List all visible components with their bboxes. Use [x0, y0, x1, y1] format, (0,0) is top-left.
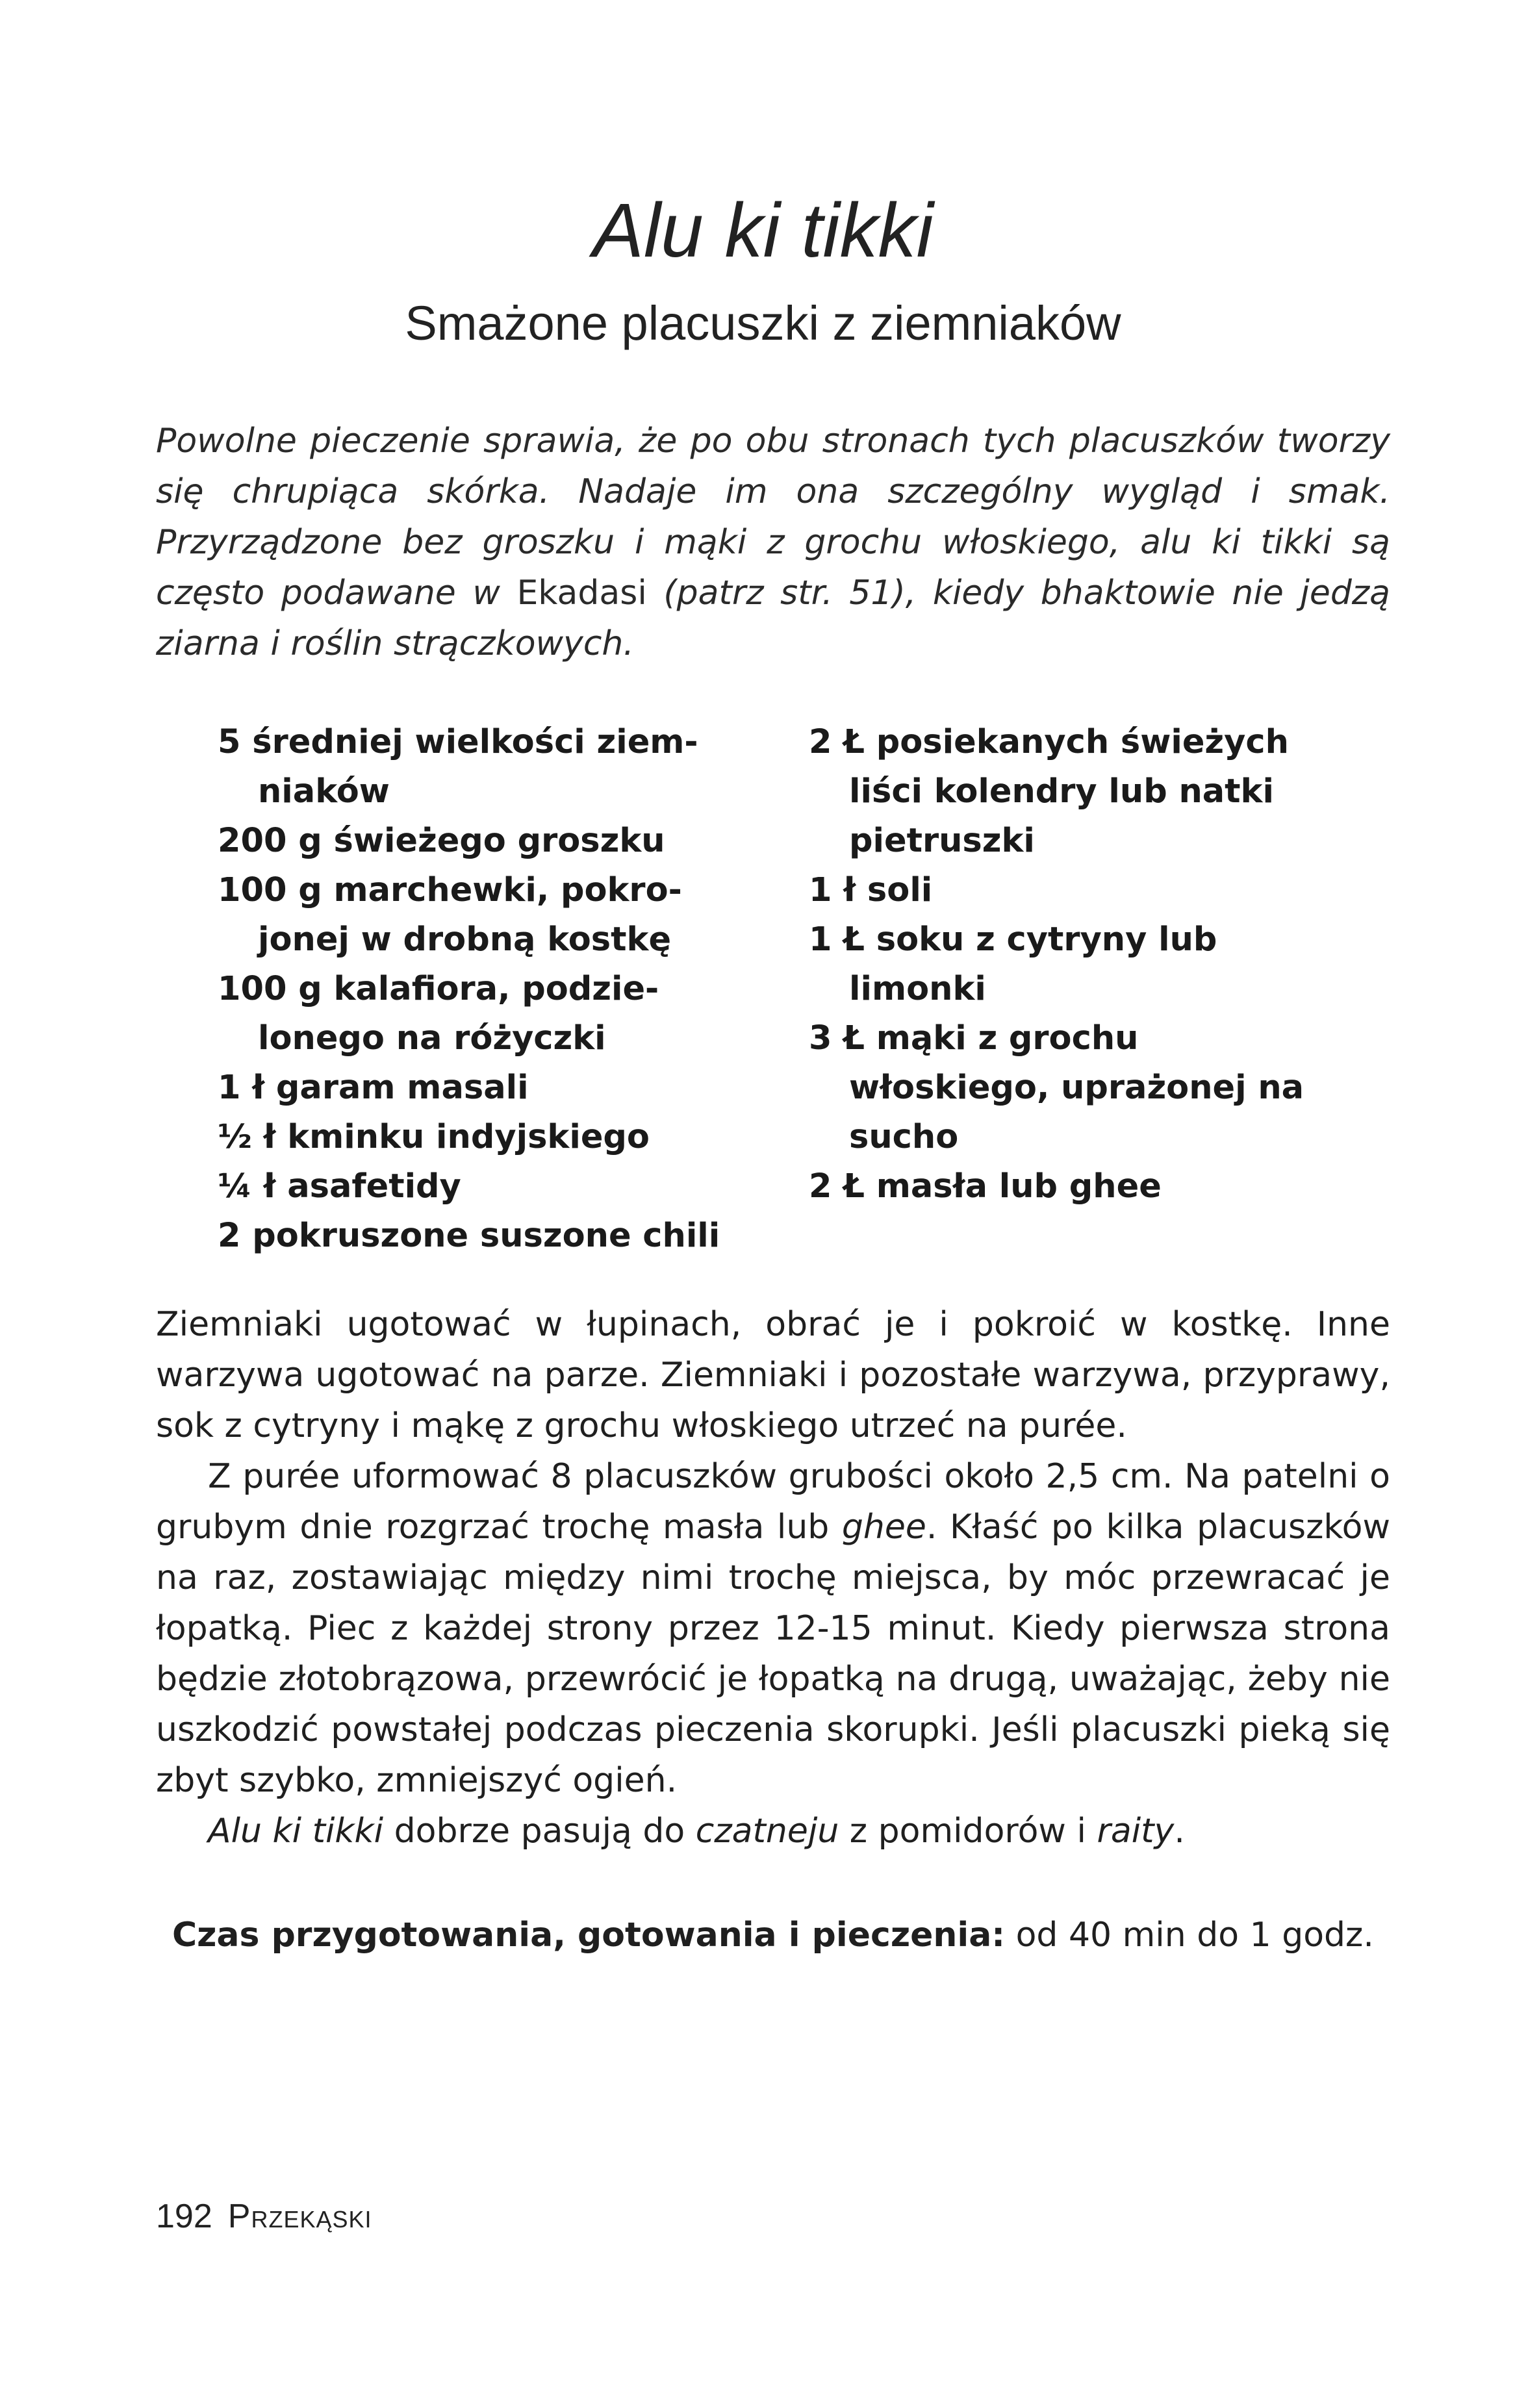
method-paragraph: Ziemniaki ugotować w łupinach, obrać je i pokroić w kostkę. Inne warzywa ugotować na parze. Ziemniaki i pozostałe warzywa, przyprawy, sok z cytryny i mąkę z grochu włoskiego utrzeć na purée.: [156, 1305, 1390, 1445]
cooking-time: [172, 1910, 1406, 1960]
intro-ekadasi: Ekadasi: [516, 574, 647, 613]
recipe-method: [156, 1299, 1390, 1857]
recipe-subtitle: Smażone placuszki z ziemniaków: [405, 296, 1121, 350]
ingredient-item: 1 ł garam masali: [218, 1069, 529, 1107]
ingredient-item: 3 Ł mąki z grochu włoskiego, uprażonej na sucho: [809, 1019, 1304, 1156]
page-number: 192: [156, 2198, 212, 2235]
intro-text-1: Powolne pieczenie sprawia, że po obu stronach tych placuszków tworzy się chrupiąca skórka. Nadaje im ona szczególny wygląd i smak. Przyrządzone bez groszku i mąki z grochu włoskiego, alu ki tikki są często podawane w: [156, 422, 1390, 613]
ingredient-item: 200 g świeżego groszku: [218, 822, 665, 860]
ingredient-item: 1 Ł soku z cytryny lub limonki: [809, 920, 1217, 1008]
ingredients-left-column: [218, 718, 770, 1261]
method-paragraph: Z purée uformować 8 placuszków grubości około 2,5 cm. Na patelni o grubym dnie rozgrzać trochę masła lub ghee. Kłaść po kilka placuszków na raz, zostawiając między nimi trochę miejsca, by móc przewracać je łopatką. Piec z każdej strony przez 12-15 minut. Kiedy pierwsza strona będzie złotobrązowa, przewrócić je łopatką na drugą, uważając, żeby nie uszkodzić powstałej podczas pieczenia skorupki. Jeśli placuszki pieką się zbyt szybko, zmniejszyć ogień.: [156, 1457, 1390, 1800]
intro-text-2: (patrz str. 51), kiedy bhaktowie nie jedzą ziarna i roślin strączkowych.: [156, 574, 1391, 663]
ingredient-item: ¼ ł asafetidy: [218, 1167, 461, 1206]
section-name: Przekąski: [227, 2198, 372, 2235]
ingredient-item: 1 ł soli: [809, 871, 933, 909]
method-paragraph: Alu ki tikki dobrze pasują do czatneju z pomidorów i raity.: [208, 1812, 1185, 1851]
cooking-time-label: Czas przygotowania, gotowania i pieczenia:: [172, 1916, 1006, 1955]
cooking-time-value: od 40 min do 1 godz.: [1005, 1916, 1374, 1955]
recipe-intro: [156, 416, 1390, 669]
ingredient-item: ½ ł kminku indyjskiego: [218, 1118, 650, 1156]
ingredient-item: 2 Ł posiekanych świeżych liści kolendry lub natki pietruszki: [809, 723, 1289, 860]
ingredient-item: 100 g marchewki, pokro- jonej w drobną kostkę: [218, 871, 682, 959]
ingredient-item: 2 pokruszone suszone chili: [218, 1217, 720, 1255]
ingredient-item: 5 średniej wielkości ziem- niaków: [218, 723, 698, 811]
ingredient-item: 100 g kalafiora, podzie- lonego na różyczki: [218, 970, 659, 1058]
ingredient-item: 2 Ł masła lub ghee: [809, 1167, 1162, 1206]
ingredients-right-column: [809, 718, 1367, 1211]
page-footer: [156, 2196, 372, 2237]
recipe-title: Alu ki tikki: [592, 188, 934, 273]
